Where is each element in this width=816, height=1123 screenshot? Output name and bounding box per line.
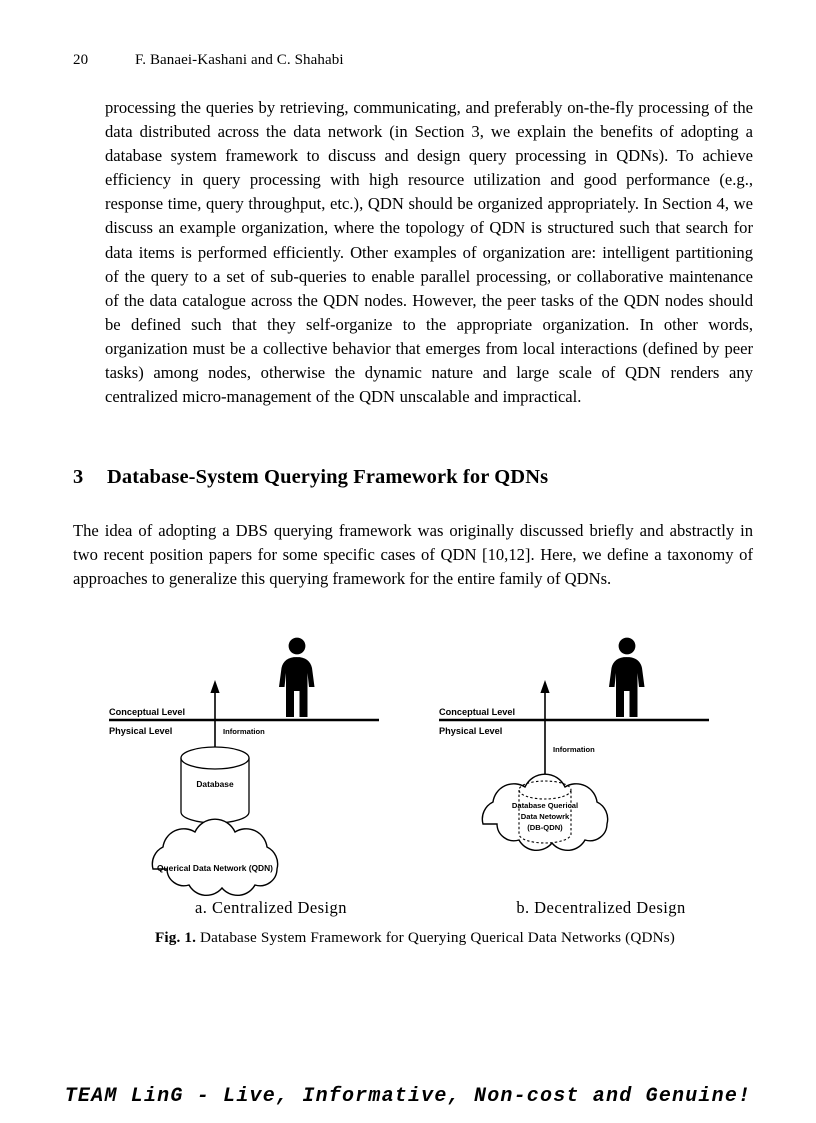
- panel-a-caption: a. Centralized Design: [195, 898, 347, 917]
- information-arrow-label: Information: [223, 727, 265, 736]
- qdn-cloud-shape: [152, 819, 277, 895]
- figure-caption-label: Fig. 1.: [154, 929, 197, 946]
- physical-level-label: Physical Level: [109, 726, 173, 736]
- db-qdn-label-line-2: Data Netowrk: [520, 812, 570, 821]
- decentralized-design-diagram: [431, 628, 771, 898]
- body-paragraph-2: [73, 519, 753, 591]
- figure-panel-a: [101, 628, 441, 918]
- database-label: Database: [196, 779, 234, 789]
- db-qdn-label-line-3: (DB-QDN): [527, 823, 563, 832]
- qdn-cloud-label: Querical Data Network (QDN): [157, 863, 273, 873]
- section-title: Database-System Querying Framework for QDNs: [107, 466, 549, 488]
- person-icon: [279, 638, 315, 717]
- db-qdn-label-line-1: Database Querical: [511, 801, 579, 810]
- section-heading: [73, 466, 753, 489]
- figure-panel-b: [431, 628, 771, 918]
- centralized-design-diagram: [101, 628, 441, 898]
- page-number: 20: [73, 52, 89, 68]
- conceptual-level-label: Conceptual Level: [439, 707, 516, 717]
- section-number: 3: [73, 466, 84, 488]
- figure-caption-text: Database System Framework for Querying Querical Data Networks (QDNs): [200, 929, 676, 946]
- running-head: [73, 52, 743, 69]
- paragraph-text: processing the queries by retrieving, communicating, and preferably on-the-fly processing of the data distributed across the data network (in Section 3, we explain the benefits of adopting a database system framework to discuss and design query processing in QDNs). To achieve efficiency in query processing with high resource utilization and good performance (e.g., response time, query throughput, etc.), QDN should be organized appropriately. In Section 4, we discuss an example organization, where the topology of QDN is structured such that search for data items is performed efficiently. Other examples of organization are: intelligent partitioning of the query to a set of sub-queries to enable parallel processing, or collaborative maintenance of the data catalogue across the QDN nodes. However, the peer tasks of the QDN nodes should be defined such that they self-organize to the appropriate organization. In other words, organization must be a collective behavior that emerges from local interactions (defined by peer tasks) among nodes, otherwise the dynamic nature and large scale of QDN renders any centralized micro-management of the QDN unscalable and impractical.: [105, 98, 753, 407]
- information-arrow-label: Information: [553, 745, 595, 754]
- person-icon: [609, 638, 645, 717]
- physical-level-label: Physical Level: [439, 726, 503, 736]
- panel-b-caption: b. Decentralized Design: [516, 898, 686, 917]
- figure-caption: [76, 928, 754, 948]
- footer-watermark: TEAM LinG - Live, Informative, Non-cost and Genuine!: [64, 1085, 752, 1108]
- paragraph-text: The idea of adopting a DBS querying framework was originally discussed briefly and abstractly in two recent position papers for some specific cases of QDN [10,12]. Here, we define a taxonomy of approaches to generalize this querying framework for the entire family of QDNs.: [73, 521, 753, 589]
- running-head-authors: F. Banaei-Kashani and C. Shahabi: [135, 52, 344, 68]
- conceptual-level-label: Conceptual Level: [109, 707, 186, 717]
- body-paragraph-1: [105, 96, 753, 409]
- figure-1: [73, 628, 753, 918]
